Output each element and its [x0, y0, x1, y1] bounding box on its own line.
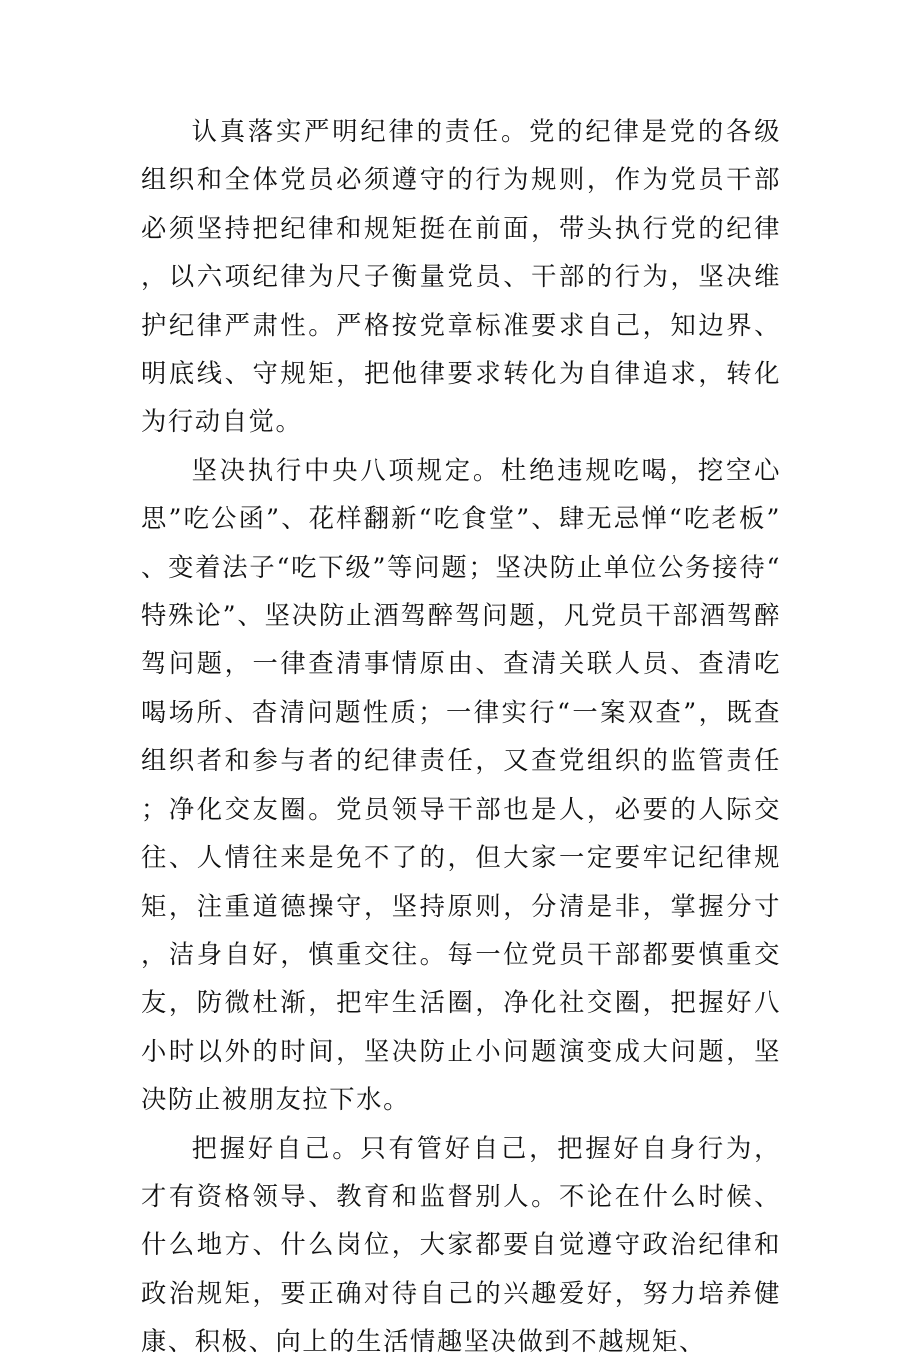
- paragraph-discipline-responsibility: 认真落实严明纪律的责任。党的纪律是党的各级组织和全体党员必须遵守的行为规则，作为党员干部必须坚持把纪律和规矩挺在前面，带头执行党的纪律，以六项纪律为尺子衡量党员、干部的行为，坚决维护纪律严肃性。严格按党章标准要求自己，知边界、明底线、守规矩，把他律要求转化为自律追求，转化为行动自觉。: [141, 117, 781, 437]
- paragraph-eight-point-rules: 坚决执行中央八项规定。杜绝违规吃喝，挖空心思”吃公函”、花样翻新“吃食堂”、肆无忌惮“吃老板”、变着法子“吃下级”等问题；坚决防止单位公务接待“特殊论”、坚决防止酒驾醉驾问题，凡党员干部酒驾醉驾问题，一律查清事情原由、查清关联人员、查清吃喝场所、杳清问题性质；一律实行“一案双查”，既查组织者和参与者的纪律责任，又查党组织的监管责任；净化交友圈。党员领导干部也是人，必要的人际交往、人情往来是免不了的，但大家一定要牢记纪律规矩，注重道德操守，坚持原则，分清是非，掌握分寸，洁身自好，慎重交往。每一位党员干部都要慎重交友，防微杜渐，把牢生活圈，净化社交圈，把握好八小时以外的时间，坚决防止小问题演变成大问题，坚决防止被朋友拉下水。: [141, 455, 781, 1115]
- document-body: [141, 108, 781, 1367]
- paragraph-self-control: 把握好自己。只有管好自己，把握好自身行为，才有资格领导、教育和监督别人。不论在什么时候、什么地方、什么岗位，大家都要自觉遵守政治纪律和政治规矩，要正确对待自己的兴趣爱好，努力培养健康、积极、向上的生活情趣坚决做到不越规矩、: [141, 1133, 781, 1357]
